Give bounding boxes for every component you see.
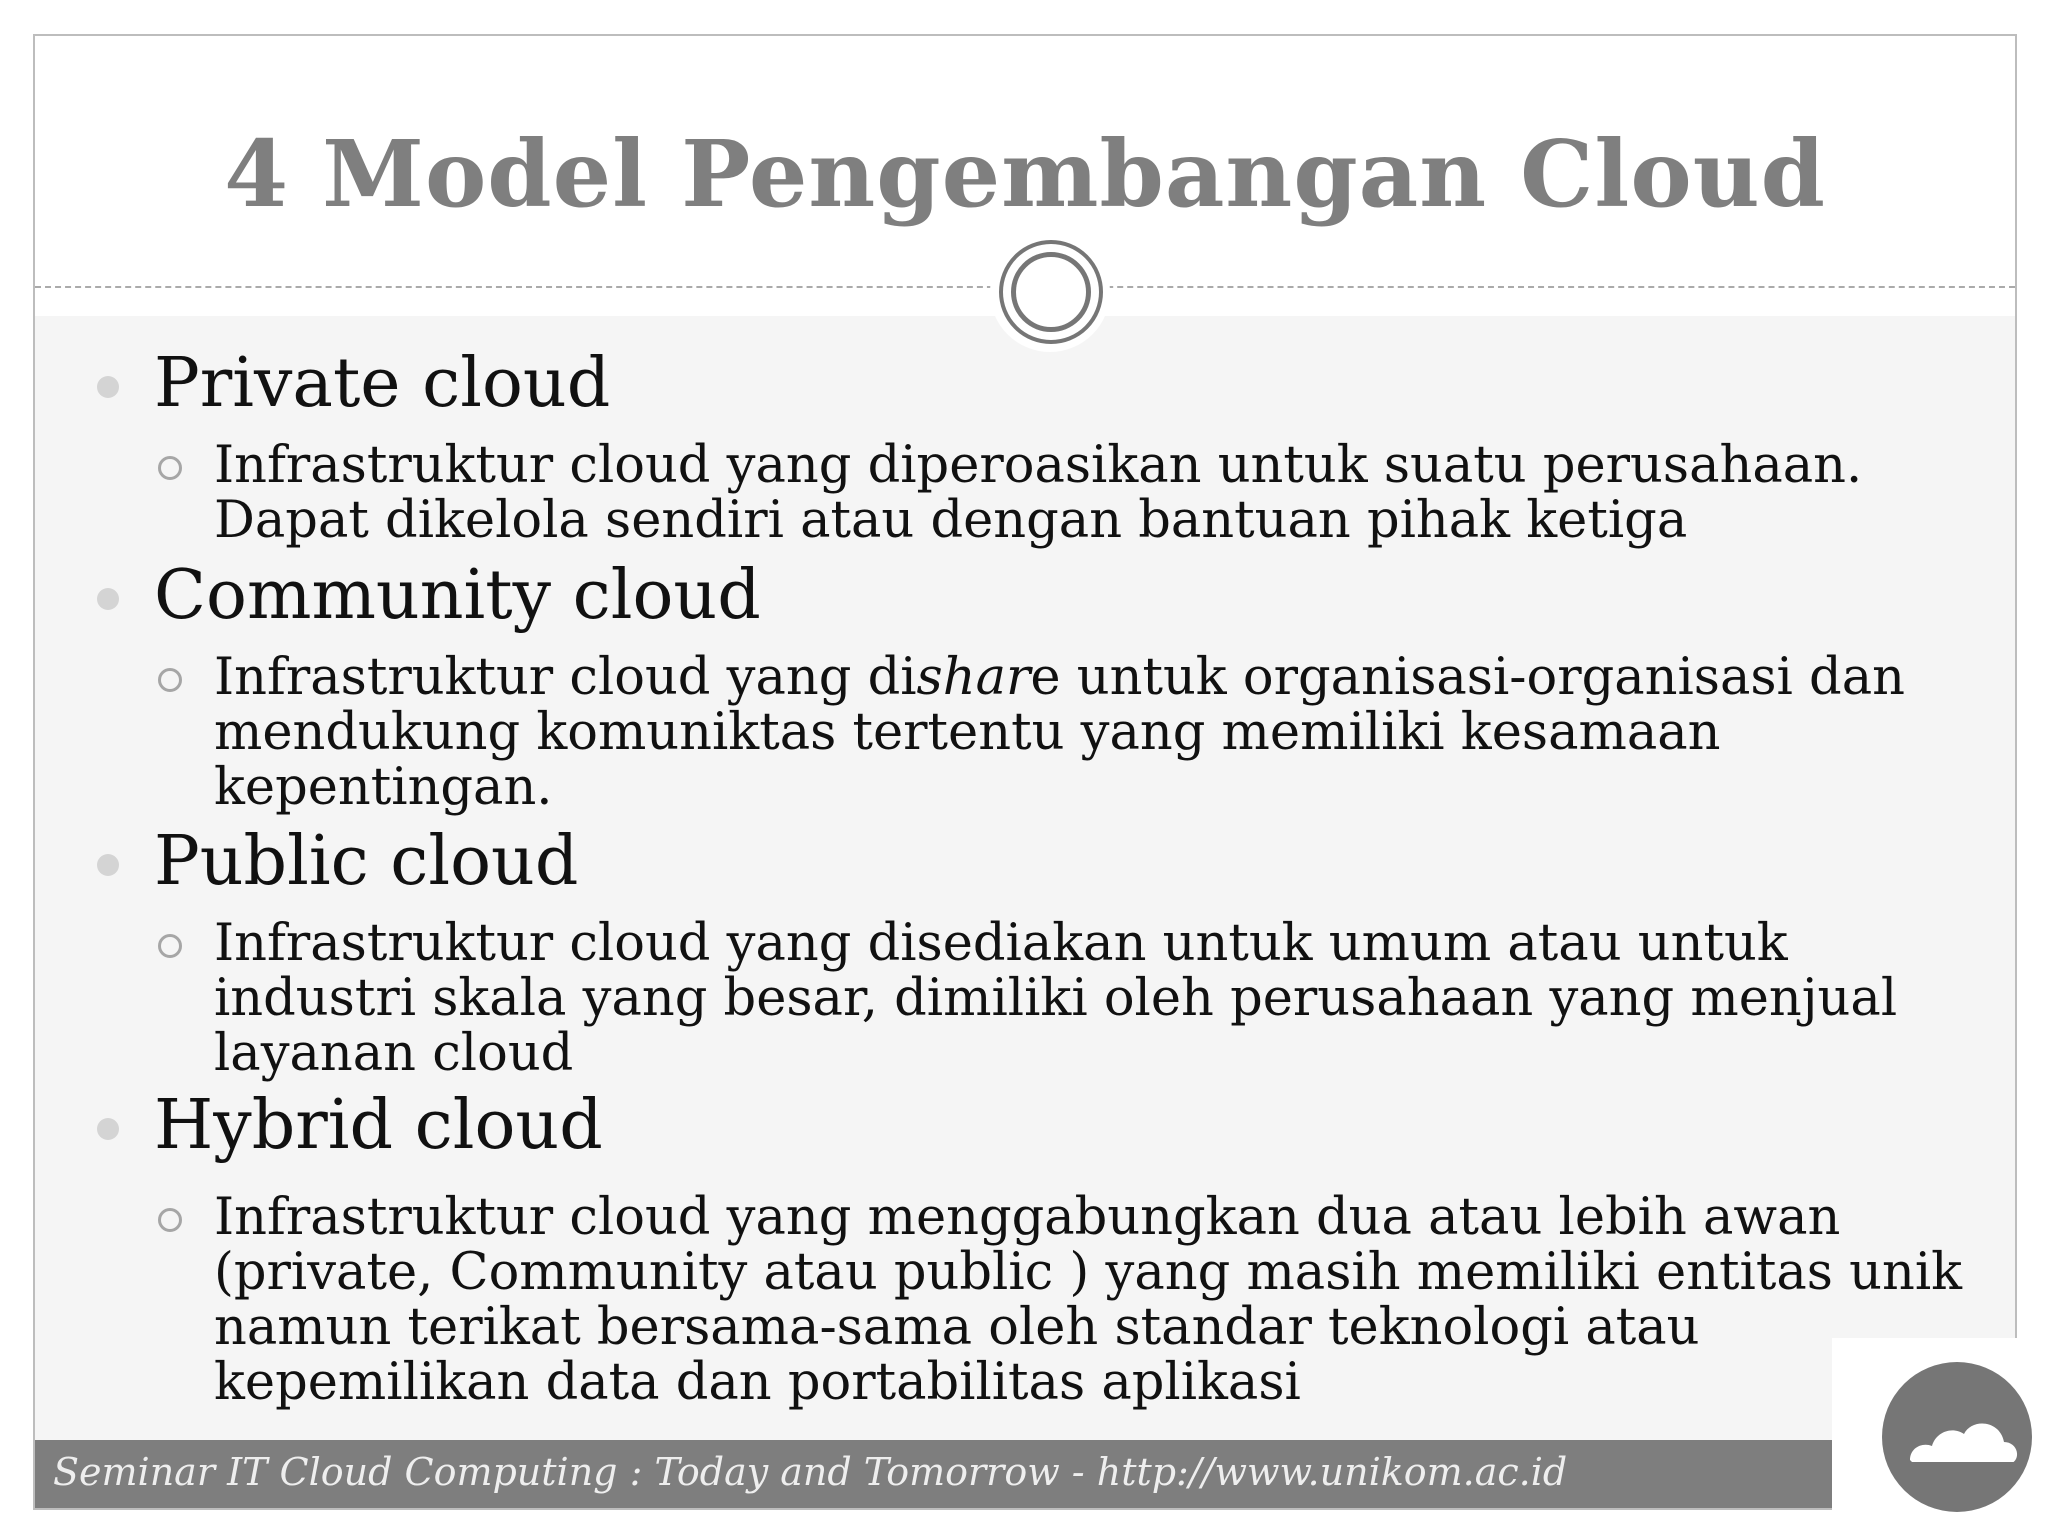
slide-title: 4 Model Pengembangan Cloud xyxy=(224,120,1826,228)
item-heading: Private cloud xyxy=(154,344,611,423)
bullet-dot xyxy=(97,1118,119,1140)
cloud-icon xyxy=(1882,1362,2032,1512)
item-heading: Hybrid cloud xyxy=(154,1086,603,1165)
footer-text: Seminar IT Cloud Computing : Today and Tomorrow - http://www.unikom.ac.id xyxy=(53,1450,1568,1494)
item-description: Infrastruktur cloud yang diperoasikan untuk suatu perusahaan. Dapat dikelola sendiri atau dengan bantuan pihak ketiga xyxy=(214,436,1863,550)
item-heading: Community cloud xyxy=(154,556,761,635)
item-description: Infrastruktur cloud yang menggabungkan dua atau lebih awan (private, Community atau public ) yang masih memiliki entitas unik namun terikat bersama-sama oleh standar teknologi atau kepemilikan data dan portabilitas aplikasi xyxy=(214,1188,1963,1412)
sub-bullet-circle xyxy=(158,668,182,692)
sub-bullet-circle xyxy=(158,456,182,480)
description-text: e untuk organisasi-organisasi dan mendukung komuniktas tertentu yang memiliki kesamaan kepentingan. xyxy=(214,648,1905,817)
description-text: Infrastruktur cloud yang di xyxy=(214,648,917,707)
footer-bar xyxy=(35,1440,1835,1508)
description-italic-text: shar xyxy=(916,648,1031,707)
bullet-dot xyxy=(97,854,119,876)
logo-area xyxy=(1832,1338,2048,1536)
ring-icon xyxy=(990,232,1110,352)
item-description xyxy=(214,650,1994,815)
bullet-dot xyxy=(97,588,119,610)
sub-bullet-circle xyxy=(158,1208,182,1232)
item-heading: Public cloud xyxy=(154,822,579,901)
item-description: Infrastruktur cloud yang disediakan untuk umum atau untuk industri skala yang besar, dimiliki oleh perusahaan yang menjual layanan cloud xyxy=(214,914,1898,1083)
bullet-dot xyxy=(97,376,119,398)
sub-bullet-circle xyxy=(158,934,182,958)
slide xyxy=(33,34,2017,1510)
